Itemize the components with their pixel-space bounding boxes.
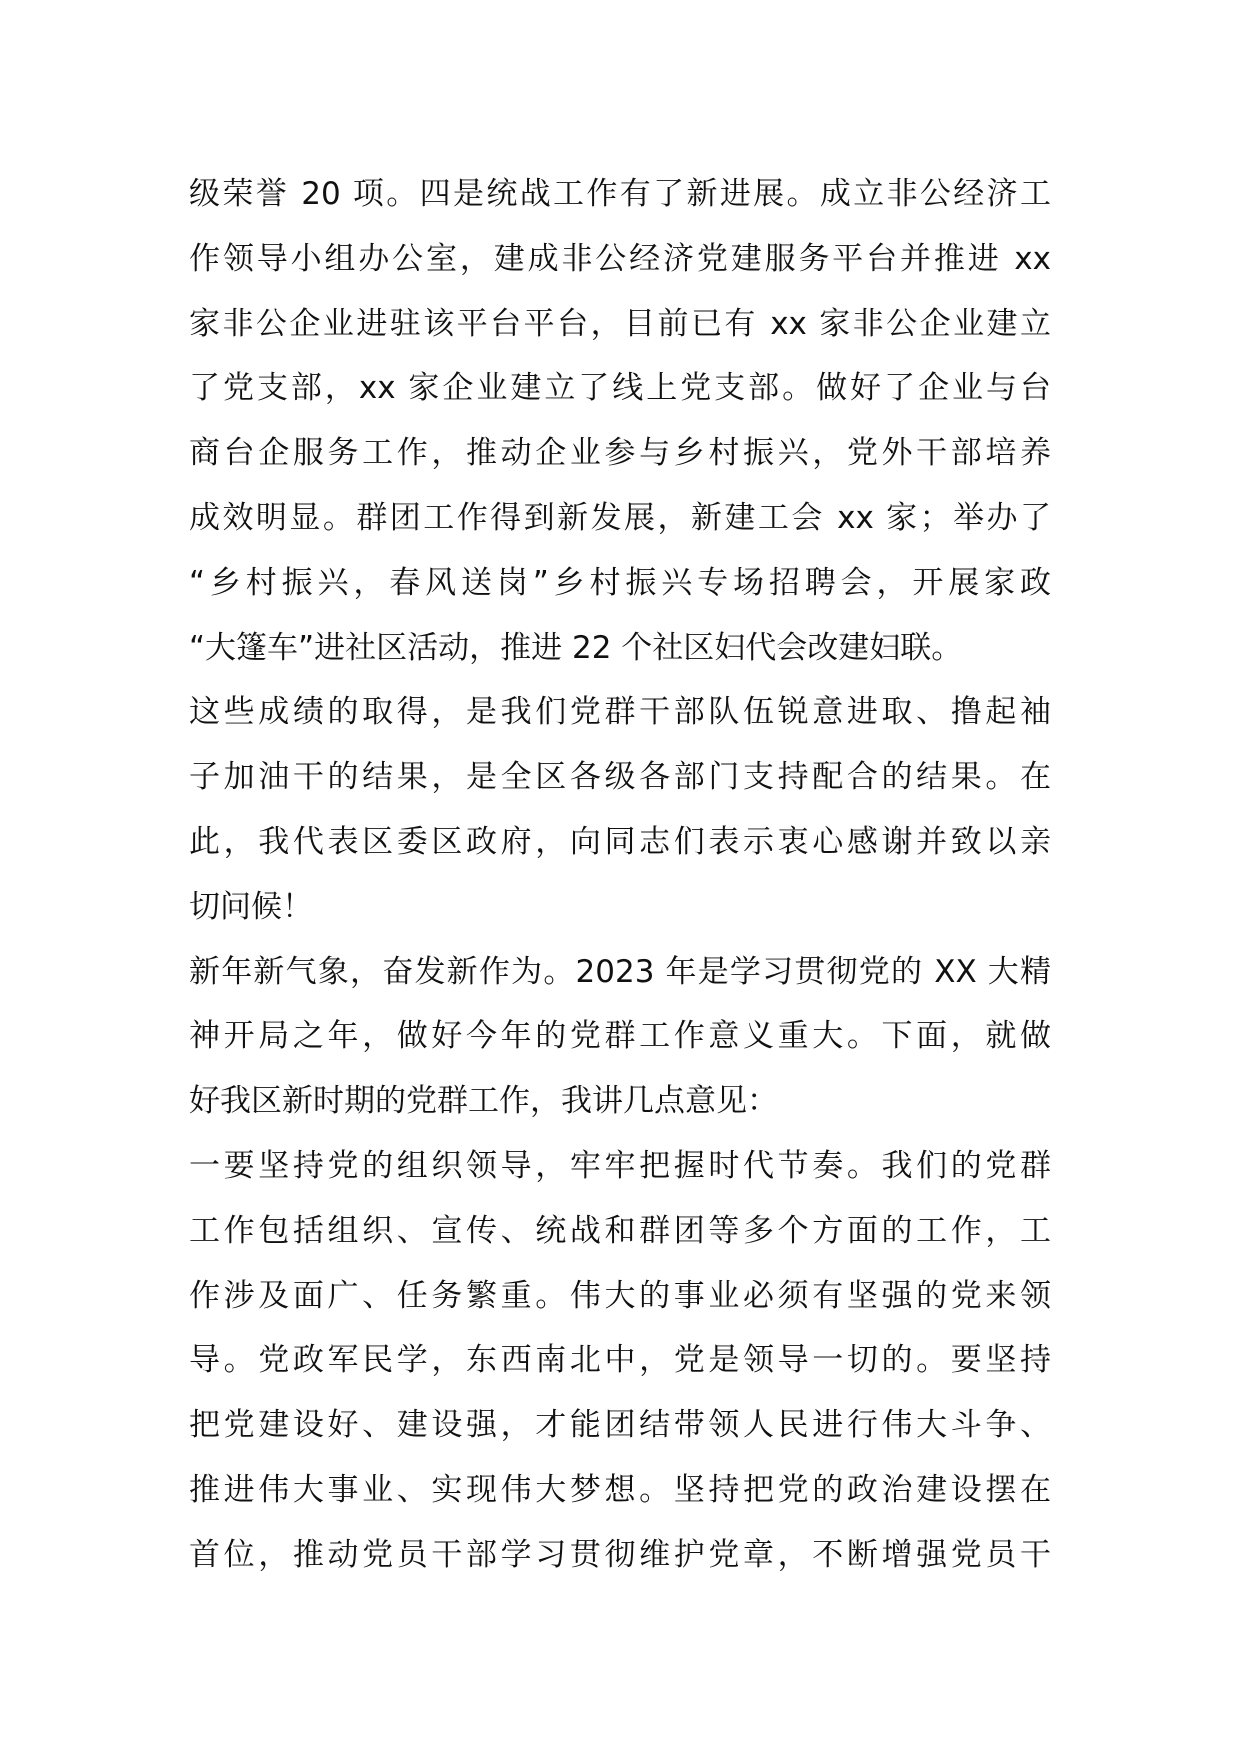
text-line: 此，我代表区委区政府，向同志们表示衷心感谢并致以亲 [189,823,1051,860]
text-line: 新年新气象，奋发新作为。2023 年是学习贯彻党的 XX 大精 [189,953,1051,990]
text-line: 一要坚持党的组织领导，牢牢把握时代节奏。我们的党群 [189,1147,1051,1184]
text-line: 作领导小组办公室，建成非公经济党建服务平台并推进 xx [189,240,1051,277]
text-line: “大篷车”进社区活动，推进 22 个社区妇代会改建妇联。 [189,629,963,666]
text-line: 首位，推动党员干部学习贯彻维护党章，不断增强党员干 [189,1536,1051,1573]
text-line: 成效明显。群团工作得到新发展，新建工会 xx 家；举办了 [189,499,1051,536]
text-line: 商台企服务工作，推动企业参与乡村振兴，党外干部培养 [189,435,1051,472]
text-line: 切问候！ [189,888,313,925]
text-line: 好我区新时期的党群工作，我讲几点意见： [189,1083,778,1120]
text-line: 把党建设好、建设强，才能团结带领人民进行伟大斗争、 [189,1407,1051,1444]
text-line: 家非公企业进驻该平台平台，目前已有 xx 家非公企业建立 [189,305,1051,342]
body-text [189,162,1051,1588]
text-line: 级荣誉 20 项。四是统战工作有了新进展。成立非公经济工 [189,176,1051,212]
text-line: 推进伟大事业、实现伟大梦想。坚持把党的政治建设摆在 [189,1471,1051,1508]
text-line: 了党支部，xx 家企业建立了线上党支部。做好了企业与台 [189,370,1051,407]
text-line: 工作包括组织、宣传、统战和群团等多个方面的工作，工 [189,1212,1051,1249]
text-line: 导。党政军民学，东西南北中，党是领导一切的。要坚持 [189,1342,1051,1379]
text-line: 子加油干的结果，是全区各级各部门支持配合的结果。在 [189,759,1051,796]
text-line: 这些成绩的取得，是我们党群干部队伍锐意进取、撸起袖 [189,694,1051,731]
text-line: 神开局之年，做好今年的党群工作意义重大。下面，就做 [189,1018,1051,1055]
text-line: 作涉及面广、任务繁重。伟大的事业必须有坚强的党来领 [189,1277,1051,1314]
text-line: “乡村振兴，春风送岗”乡村振兴专场招聘会，开展家政 [189,564,1051,601]
